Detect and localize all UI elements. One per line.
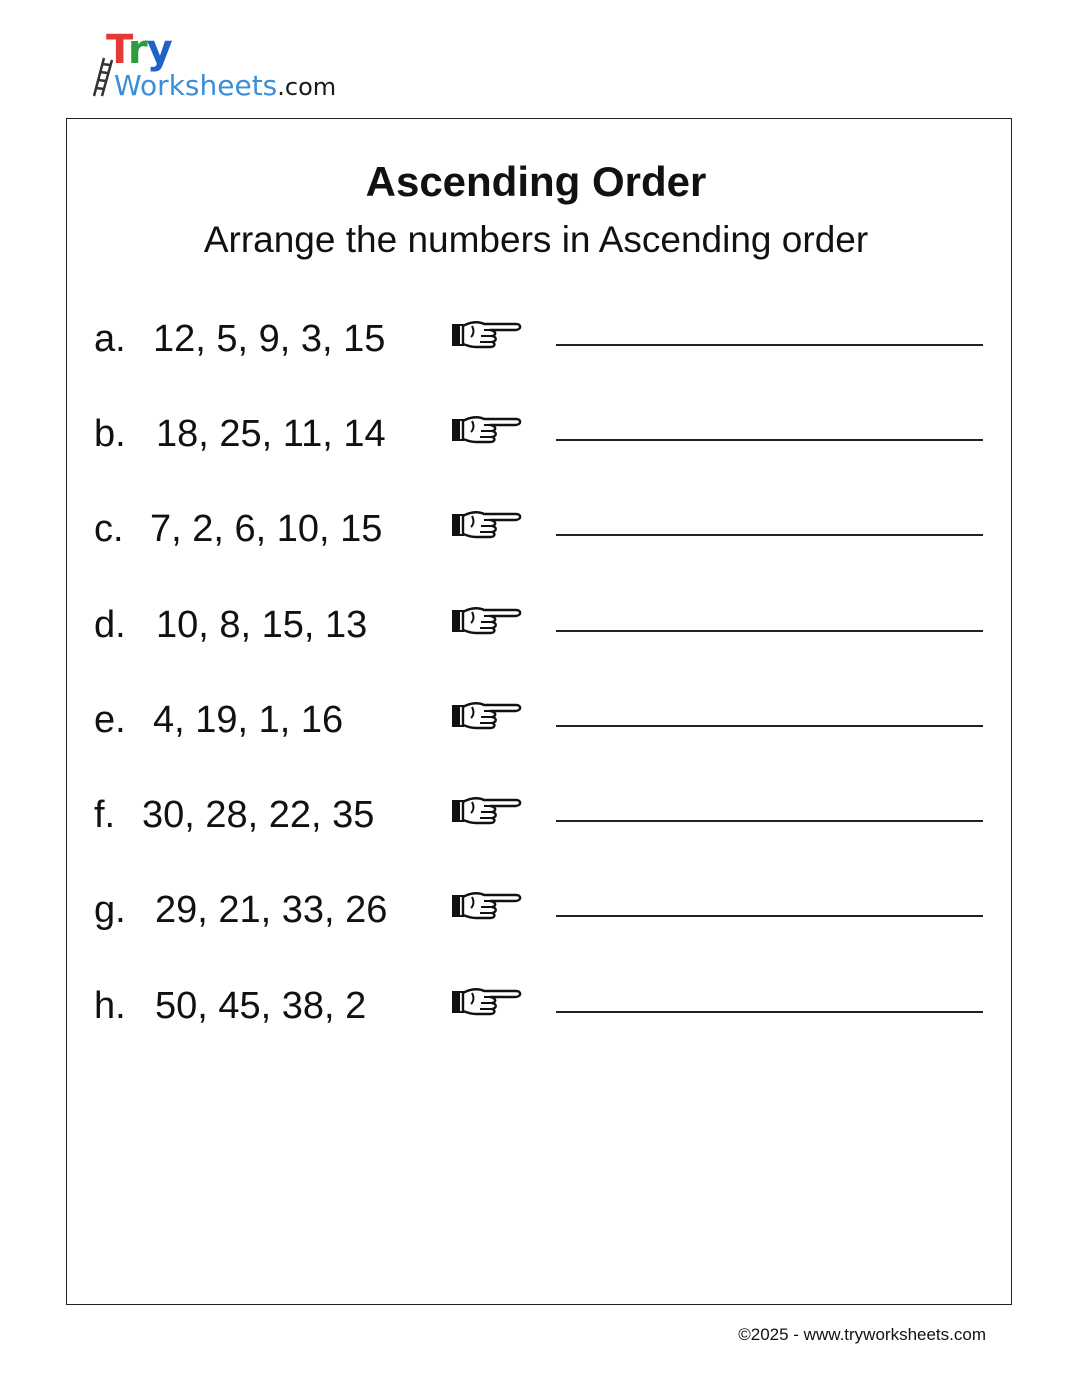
exercise-letter: h. bbox=[94, 985, 126, 1027]
pointing-hand-icon bbox=[450, 506, 524, 546]
exercise-numbers: 50, 45, 38, 2 bbox=[155, 985, 367, 1027]
exercise-row bbox=[0, 887, 1072, 947]
answer-line[interactable] bbox=[556, 725, 983, 727]
pointing-hand-icon bbox=[450, 411, 524, 451]
exercise-numbers: 30, 28, 22, 35 bbox=[142, 794, 375, 836]
answer-line[interactable] bbox=[556, 534, 983, 536]
exercise-row bbox=[0, 506, 1072, 566]
exercise-letter: a. bbox=[94, 318, 126, 360]
logo-try-text: Try bbox=[106, 27, 172, 73]
pointing-hand-icon bbox=[450, 983, 524, 1023]
answer-line[interactable] bbox=[556, 439, 983, 441]
site-logo[interactable] bbox=[88, 28, 338, 108]
exercise-letter: e. bbox=[94, 699, 126, 741]
exercise-numbers: 18, 25, 11, 14 bbox=[156, 413, 386, 455]
logo-worksheets-text: Worksheets.com bbox=[114, 69, 337, 102]
exercise-numbers: 12, 5, 9, 3, 15 bbox=[153, 318, 386, 360]
pointing-hand-icon bbox=[450, 697, 524, 737]
footer-copyright: ©2025 - www.tryworksheets.com bbox=[738, 1325, 986, 1344]
exercise-row bbox=[0, 697, 1072, 757]
exercise-letter: d. bbox=[94, 604, 126, 646]
exercise-numbers: 10, 8, 15, 13 bbox=[156, 604, 368, 646]
pointing-hand-icon bbox=[450, 602, 524, 642]
exercise-row bbox=[0, 602, 1072, 662]
answer-line[interactable] bbox=[556, 915, 983, 917]
exercise-row bbox=[0, 792, 1072, 852]
exercise-letter: f. bbox=[94, 794, 116, 836]
exercise-letter: b. bbox=[94, 413, 126, 455]
exercise-numbers: 29, 21, 33, 26 bbox=[155, 889, 388, 931]
exercise-row bbox=[0, 983, 1072, 1043]
answer-line[interactable] bbox=[556, 820, 983, 822]
worksheet-title: Ascending Order bbox=[365, 158, 707, 205]
exercise-letter: g. bbox=[94, 889, 126, 931]
worksheet-instructions: Arrange the numbers in Ascending order bbox=[203, 219, 869, 260]
exercise-row bbox=[0, 411, 1072, 471]
pointing-hand-icon bbox=[450, 792, 524, 832]
exercise-numbers: 4, 19, 1, 16 bbox=[153, 699, 344, 741]
answer-line[interactable] bbox=[556, 1011, 983, 1013]
pointing-hand-icon bbox=[450, 316, 524, 356]
exercise-letter: c. bbox=[94, 508, 124, 550]
answer-line[interactable] bbox=[556, 344, 983, 346]
pointing-hand-icon bbox=[450, 887, 524, 927]
exercise-row bbox=[0, 316, 1072, 376]
exercise-numbers: 7, 2, 6, 10, 15 bbox=[150, 508, 383, 550]
answer-line[interactable] bbox=[556, 630, 983, 632]
